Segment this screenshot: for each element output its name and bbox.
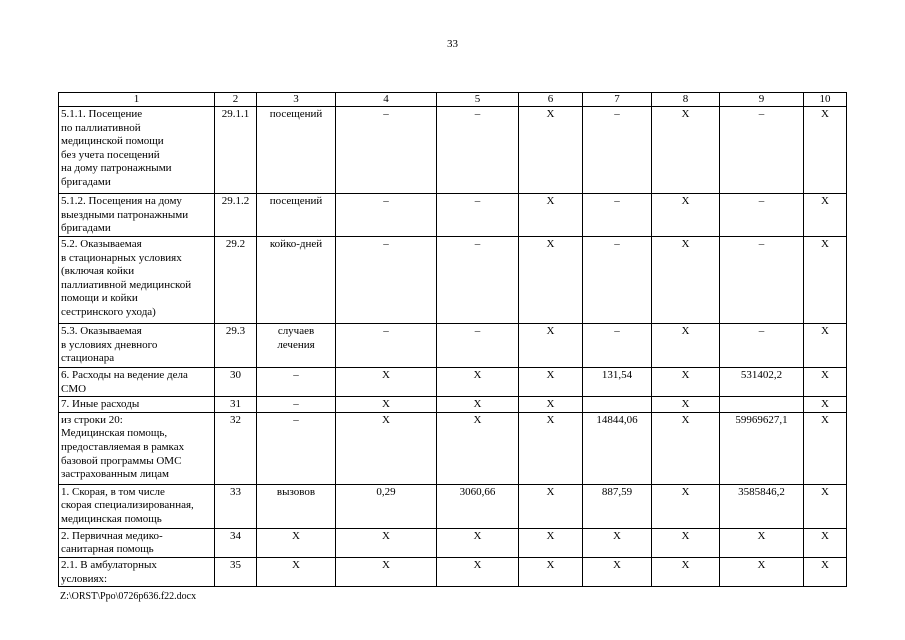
table-cell: Х	[336, 557, 437, 586]
table-cell: Х	[804, 484, 847, 528]
table-cell: –	[257, 368, 336, 397]
table-cell: –	[583, 107, 652, 194]
table-cell: –	[257, 412, 336, 484]
table-cell: Х	[437, 412, 519, 484]
table-cell: Х	[804, 107, 847, 194]
table-cell: 34	[215, 528, 257, 557]
header-cell-3: 3	[257, 93, 336, 107]
table-cell	[720, 397, 804, 413]
table-row	[59, 484, 847, 528]
table-cell: Х	[257, 528, 336, 557]
table-cell: 29.1.2	[215, 194, 257, 237]
table-cell: Х	[652, 107, 720, 194]
table-cell: Х	[804, 397, 847, 413]
table-row	[59, 324, 847, 368]
table-cell: Х	[336, 412, 437, 484]
table-cell: вызовов	[257, 484, 336, 528]
table-cell: –	[720, 107, 804, 194]
row-label-cell: из строки 20: Медицинская помощь, предоставляемая в рамках базовой программы ОМС застрахованным лицам	[59, 412, 215, 484]
table-cell: Х	[720, 557, 804, 586]
table-cell: Х	[336, 368, 437, 397]
table-cell: 33	[215, 484, 257, 528]
table-cell: Х	[519, 557, 583, 586]
table-cell: Х	[583, 528, 652, 557]
table-cell: 30	[215, 368, 257, 397]
table-cell: –	[720, 194, 804, 237]
table-cell: посещений	[257, 107, 336, 194]
table-cell: 3060,66	[437, 484, 519, 528]
table-cell: Х	[519, 237, 583, 324]
table-cell: –	[720, 237, 804, 324]
table-cell: –	[336, 237, 437, 324]
table-cell: 29.3	[215, 324, 257, 368]
table-cell: Х	[720, 528, 804, 557]
table-cell: 29.1.1	[215, 107, 257, 194]
table-cell: –	[336, 194, 437, 237]
table-row	[59, 397, 847, 413]
table-cell: Х	[519, 528, 583, 557]
table-cell: Х	[437, 368, 519, 397]
row-label-cell: 5.1.2. Посещения на дому выездными патронажными бригадами	[59, 194, 215, 237]
table-cell: Х	[804, 194, 847, 237]
table-cell: Х	[336, 397, 437, 413]
table-cell: Х	[652, 528, 720, 557]
table-cell: –	[437, 324, 519, 368]
table-cell: 531402,2	[720, 368, 804, 397]
table-cell: Х	[804, 528, 847, 557]
table-cell: посещений	[257, 194, 336, 237]
table-cell: койко-дней	[257, 237, 336, 324]
table-cell: Х	[519, 484, 583, 528]
header-cell-1: 1	[59, 93, 215, 107]
table-cell: Х	[437, 397, 519, 413]
table-row	[59, 107, 847, 194]
table-cell: –	[583, 237, 652, 324]
table-cell: Х	[652, 484, 720, 528]
table-row	[59, 412, 847, 484]
table-cell: 29.2	[215, 237, 257, 324]
table-cell: Х	[804, 368, 847, 397]
table-cell: 0,29	[336, 484, 437, 528]
table-cell: Х	[804, 557, 847, 586]
table-cell: Х	[519, 107, 583, 194]
table-row	[59, 237, 847, 324]
header-row	[59, 93, 847, 107]
table-cell: Х	[652, 324, 720, 368]
row-label-cell: 2. Первичная медико- санитарная помощь	[59, 528, 215, 557]
header-cell-8: 8	[652, 93, 720, 107]
table-cell: 35	[215, 557, 257, 586]
table-cell: –	[437, 237, 519, 324]
row-label-cell: 5.2. Оказываемая в стационарных условиях (включая койки паллиативной медицинской помощи и койки сестринского ухода)	[59, 237, 215, 324]
header-cell-6: 6	[519, 93, 583, 107]
data-table	[58, 92, 847, 587]
table-cell: Х	[652, 412, 720, 484]
table-cell: 14844,06	[583, 412, 652, 484]
table-cell: Х	[336, 528, 437, 557]
row-label-cell: 2.1. В амбулаторных условиях:	[59, 557, 215, 586]
table-cell: случаев лечения	[257, 324, 336, 368]
page-number: 33	[447, 38, 458, 50]
table-cell: –	[583, 324, 652, 368]
table-cell: –	[336, 324, 437, 368]
table-cell: Х	[652, 557, 720, 586]
table-cell: –	[437, 194, 519, 237]
header-cell-4: 4	[336, 93, 437, 107]
file-path-footer: Z:\ORST\Ppo\0726p636.f22.docx	[60, 591, 197, 602]
table-row	[59, 368, 847, 397]
table-cell: 31	[215, 397, 257, 413]
header-cell-9: 9	[720, 93, 804, 107]
table-cell: 59969627,1	[720, 412, 804, 484]
row-label-cell: 5.3. Оказываемая в условиях дневного стационара	[59, 324, 215, 368]
table-cell: Х	[652, 237, 720, 324]
table-cell: Х	[583, 557, 652, 586]
table-cell: 887,59	[583, 484, 652, 528]
table-cell: Х	[519, 397, 583, 413]
header-cell-5: 5	[437, 93, 519, 107]
table-row	[59, 528, 847, 557]
table-cell: 32	[215, 412, 257, 484]
table-cell: Х	[437, 528, 519, 557]
table-cell: Х	[257, 557, 336, 586]
table-cell: Х	[804, 324, 847, 368]
table-cell: Х	[519, 368, 583, 397]
header-cell-2: 2	[215, 93, 257, 107]
table-cell: Х	[804, 412, 847, 484]
row-label-cell: 5.1.1. Посещение по паллиативной медицинской помощи без учета посещений на дому патронажными бригадами	[59, 107, 215, 194]
header-cell-7: 7	[583, 93, 652, 107]
table-row	[59, 557, 847, 586]
table-cell: Х	[652, 397, 720, 413]
table-cell: Х	[652, 194, 720, 237]
table-cell: Х	[519, 324, 583, 368]
header-cell-10: 10	[804, 93, 847, 107]
row-label-cell: 1. Скорая, в том числе скорая специализированная, медицинская помощь	[59, 484, 215, 528]
table-cell: –	[336, 107, 437, 194]
table-cell: –	[720, 324, 804, 368]
table-cell: 3585846,2	[720, 484, 804, 528]
table-cell: Х	[652, 368, 720, 397]
table-cell: Х	[804, 237, 847, 324]
table-cell: Х	[519, 194, 583, 237]
row-label-cell: 6. Расходы на ведение дела СМО	[59, 368, 215, 397]
table-cell: 131,54	[583, 368, 652, 397]
table-cell: Х	[437, 557, 519, 586]
row-label-cell: 7. Иные расходы	[59, 397, 215, 413]
table-cell: Х	[519, 412, 583, 484]
table-cell	[583, 397, 652, 413]
table-row	[59, 194, 847, 237]
table-cell: –	[257, 397, 336, 413]
table-cell: –	[437, 107, 519, 194]
table-cell: –	[583, 194, 652, 237]
